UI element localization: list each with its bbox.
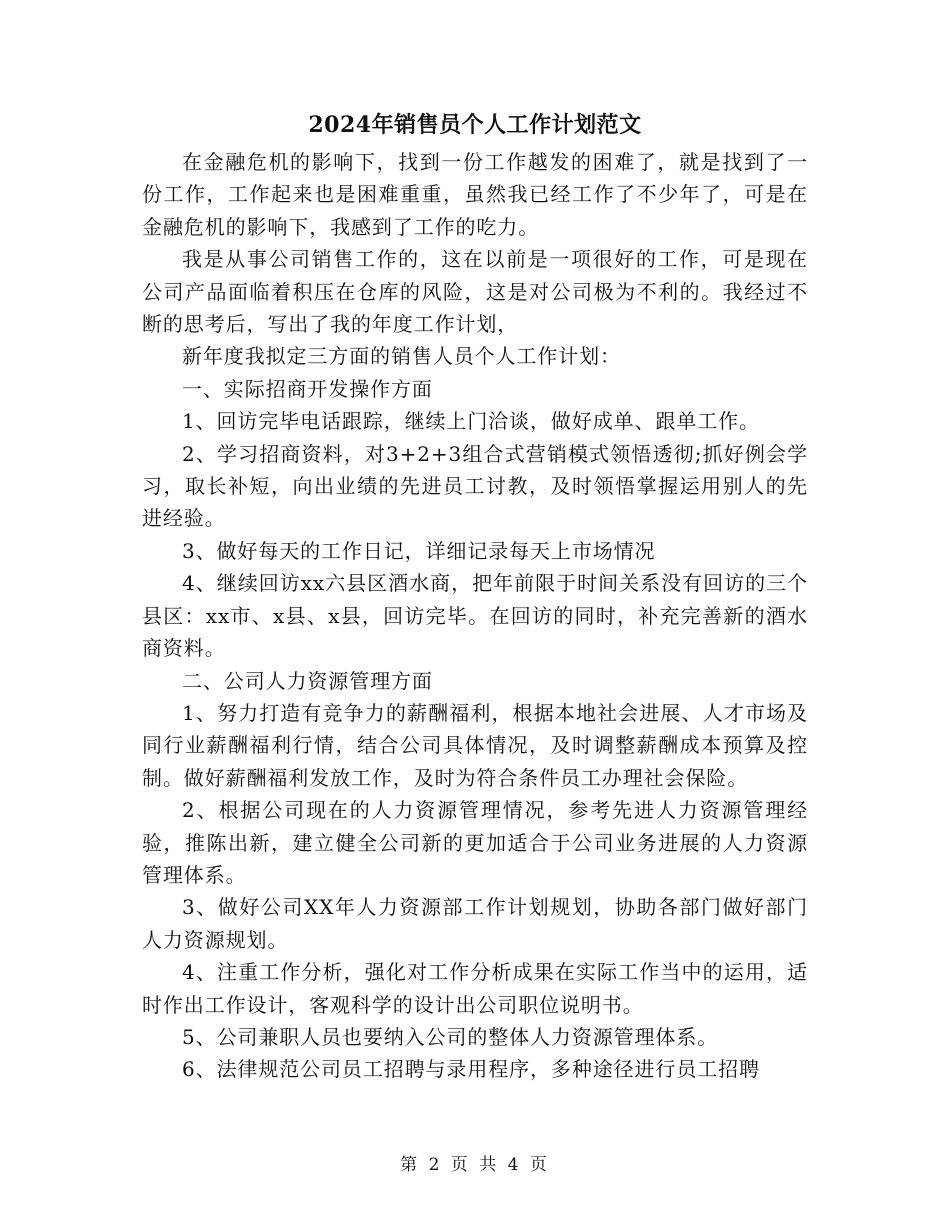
list-item-hr-6: 6、法律规范公司员工招聘与录用程序，多种途径进行员工招聘: [182, 1057, 760, 1082]
paragraph-plan-overview: 新年度我拟定三方面的销售人员个人工作计划：: [182, 344, 621, 369]
list-item-hr-1: 1、努力打造有竞争力的薪酬福利，根据本地社会进展、人才市场及同行业薪酬福利行情，结合公司具体情况，及时调整薪酬成本预算及控制。做好薪酬福利发放工作，及时为符合条件员工办理社会保险。: [142, 700, 808, 790]
list-item-sales-2: 2、学习招商资料，对3+2+3组合式营销模式领悟透彻;抓好例会学习，取长补短，向出业绩的先进员工讨教，及时领悟掌握运用别人的先进经验。: [142, 441, 808, 531]
document-body: [142, 146, 808, 1086]
list-item-hr-5: 5、公司兼职人员也要纳入公司的整体人力资源管理体系。: [182, 1024, 719, 1049]
paragraph-intro-1: 在金融危机的影响下，找到一份工作越发的困难了，就是找到了一份工作，工作起来也是困难重重，虽然我已经工作了不少年了，可是在金融危机的影响下，我感到了工作的吃力。: [142, 150, 808, 239]
list-item-sales-1: 1、回访完毕电话跟踪，继续上门洽谈，做好成单、跟单工作。: [182, 409, 760, 434]
section-heading-sales: 一、实际招商开发操作方面: [182, 376, 433, 401]
paragraph-intro-2: 我是从事公司销售工作的，这在以前是一项很好的工作，可是现在公司产品面临着积压在仓库的风险，这是对公司极为不利的。我经过不断的思考后，写出了我的年度工作计划，: [142, 247, 808, 337]
document-title: 2024年销售员个人工作计划范文: [308, 112, 642, 138]
list-item-sales-4: 4、继续回访xx六县区酒水商，把年前限于时间关系没有回访的三个县区：xx市、x县、x县，回访完毕。在回访的同时，补充完善新的酒水商资料。: [142, 571, 808, 661]
section-heading-hr: 二、公司人力资源管理方面: [182, 668, 433, 693]
list-item-sales-3: 3、做好每天的工作日记，详细记录每天上市场情况: [182, 538, 656, 563]
list-item-hr-4: 4、注重工作分析，强化对工作分析成果在实际工作当中的运用，适时作出工作设计，客观科学的设计出公司职位说明书。: [142, 960, 808, 1017]
list-item-hr-3: 3、做好公司XX年人力资源部工作计划规划，协助各部门做好部门人力资源规划。: [142, 895, 808, 952]
page-number-footer: 第 2 页 共 4 页: [400, 1155, 550, 1175]
list-item-hr-2: 2、根据公司现在的人力资源管理情况，参考先进人力资源管理经验，推陈出新，建立健全公司新的更加适合于公司业务进展的人力资源管理体系。: [142, 798, 808, 887]
